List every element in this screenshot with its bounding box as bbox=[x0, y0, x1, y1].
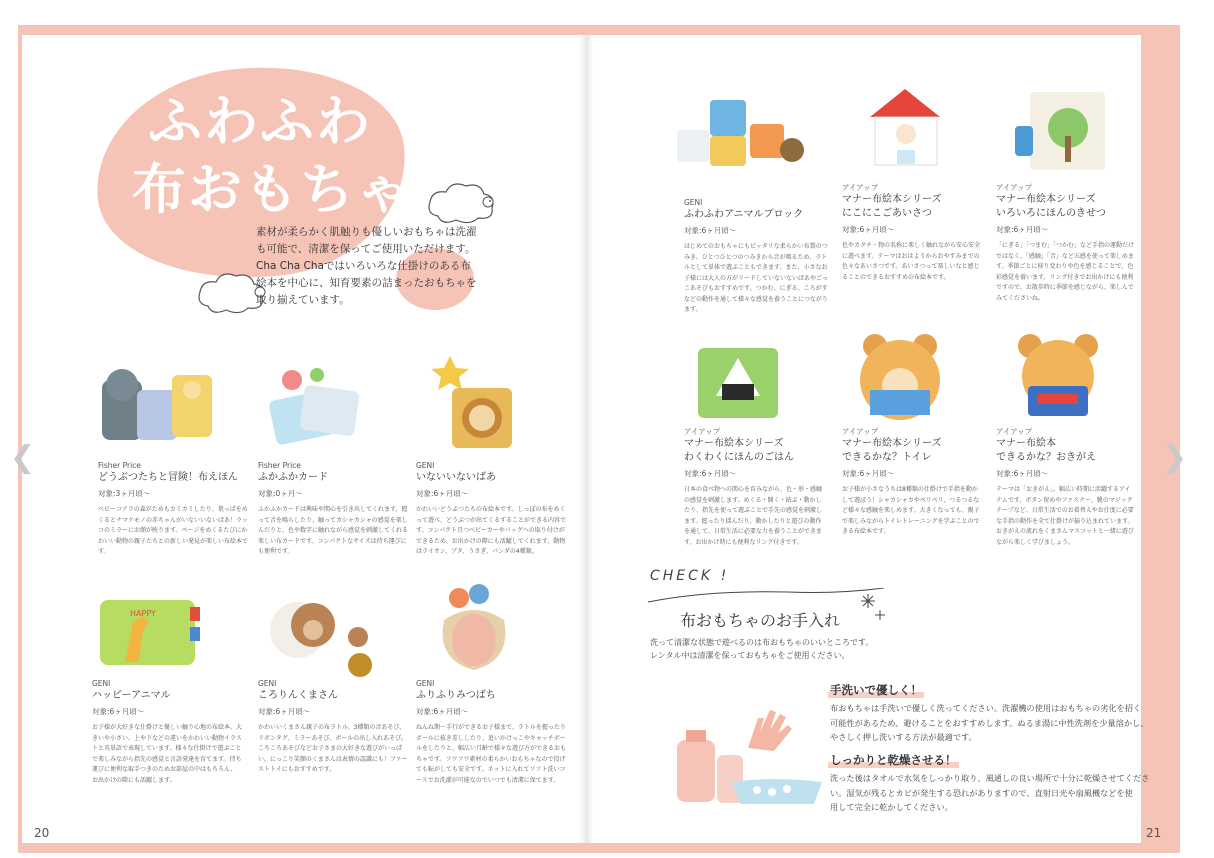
product-name: ハッピーアニマル bbox=[92, 690, 171, 701]
care-title: 布おもちゃのお手入れ bbox=[680, 611, 841, 630]
product-image-bear-rattle bbox=[258, 590, 378, 680]
product-target: 対象:6ヶ月頃～ bbox=[416, 489, 469, 498]
page-number-left: 20 bbox=[34, 826, 50, 840]
product-name: わくわくにほんのごはん bbox=[684, 452, 794, 463]
handwash-line: 布おもちゃは手洗いで優しく洗ってください。洗濯機の使用はおもちゃの劣化を招く bbox=[830, 703, 1142, 713]
dry-line: 用して完全に乾かしてください。 bbox=[830, 802, 953, 812]
intro-text bbox=[256, 224, 506, 309]
product-name: マナー布絵本シリーズ bbox=[996, 194, 1096, 205]
product-name: いないいないばあ bbox=[416, 472, 496, 483]
gutter-shadow-right bbox=[586, 35, 598, 843]
product-image-peekaboo bbox=[420, 348, 520, 458]
product-description: ベビーコアラの森がためもカミカミしたり、葉っぱをめくるとナマケモノの赤ちゃんがいないいないばあ！ラッコのミラーにお顔が映ります。ページをめくるたびにかわいい動物の親子たちとの新しい発見が楽しい布絵本です。 bbox=[98, 506, 249, 555]
product-target: 対象:6ヶ月頃～ bbox=[684, 469, 737, 478]
product-name: ふりふりみつばち bbox=[416, 690, 496, 701]
intro-line: 取り揃えています。 bbox=[256, 294, 350, 306]
product-name: できるかな？トイレ bbox=[842, 452, 932, 463]
product-card bbox=[996, 182, 1136, 304]
product-brand: GENI bbox=[684, 198, 703, 207]
gutter-shadow-left bbox=[574, 35, 586, 843]
product-image-happy-animal bbox=[90, 592, 210, 672]
product-image-dressing-book bbox=[1008, 330, 1108, 425]
book-cover-text: HAPPY bbox=[130, 609, 156, 618]
product-target: 対象:6ヶ月頃～ bbox=[416, 707, 469, 716]
product-name: にこにこごあいさつ bbox=[842, 208, 932, 219]
intro-line: 素材が柔らかく肌触りも優しいおもちゃは洗濯 bbox=[256, 226, 477, 238]
product-card bbox=[416, 678, 566, 786]
product-card bbox=[842, 426, 982, 538]
product-target: 対象:6ヶ月頃～ bbox=[684, 226, 737, 235]
dry-title: しっかりと乾燥させる！ bbox=[830, 753, 957, 767]
product-description: お子様が小さなうちは8種類の仕掛けで手指を動かして遊ぼう！シャカシャカやペリペリ、つるつるなど様々な感触を楽しめます。大きくなっても、親子で楽しみながらトイレトレーニングを学ぶことのできる布絵本です。 bbox=[842, 486, 980, 535]
product-image-house-book bbox=[855, 82, 955, 172]
product-description: 「にぎる」「つまむ」「つかむ」など手指の運動だけではなく、「感触」「音」など五感を使って楽しめます。季節ごとに移り変わりや色を感じることで、色彩感覚を養います。リング付きでお出かけにも便利ですので、お散歩時に季節を感じながら、楽しんでみてくださいね。 bbox=[996, 242, 1135, 302]
product-description: はじめてのおもちゃにもピッタリな柔らかい布製のつみき。ひとつひとつのつみきから音が鳴るため、ラトルとして単体で遊ぶこともできます。また、小さなお子様には大人の方がリードしていないないばあやごっこあそびもおすすめです。つかむ、にぎる、ころがすなどの動作を通して様々な感覚を養うことにつながります。 bbox=[684, 243, 828, 313]
product-brand: GENI bbox=[416, 679, 435, 688]
product-card bbox=[842, 182, 982, 283]
product-target: 対象:6ヶ月頃～ bbox=[92, 707, 145, 716]
dry-line: い。湿気が残るとカビが発生する恐れがありますので、直射日光や扇風機などを使 bbox=[830, 787, 1133, 798]
product-brand: アイアップ bbox=[996, 183, 1033, 192]
product-brand: GENI bbox=[92, 679, 111, 688]
check-text: CHECK bbox=[650, 568, 714, 584]
product-name: マナー布絵本シリーズ bbox=[842, 194, 942, 205]
care-intro-line: 洗って清潔な状態で遊べるのは布おもちゃのいいところです。 bbox=[650, 638, 874, 647]
sparkle-icon bbox=[858, 592, 888, 622]
handwash-line: 可能性があるため、避けることをおすすめします。ぬるま湯に中性洗剤を少量溶かし、 bbox=[830, 717, 1149, 728]
intro-line: も可能で、清潔を保ってご使用いただけます。 bbox=[256, 243, 476, 255]
product-description: お子様が大好きな仕掛けと優しい触り心地の布絵本。大きいや小さい、上や下などの違いをかわいい動物イラストと英単語で表現しています。様々な仕掛けで遊ぶことで楽しみながら指先の感覚と言語発達を育てます。持ち運びに便利な取手つきのためお部屋の中はもちろん、お出かけの際にも活躍します。 bbox=[92, 724, 243, 784]
product-name: できるかな？おきがえ bbox=[996, 452, 1096, 463]
check-mark: ! bbox=[720, 568, 730, 584]
product-card bbox=[996, 426, 1136, 548]
product-card bbox=[92, 678, 242, 786]
hand-icon bbox=[740, 700, 800, 760]
underline-swash-icon bbox=[646, 588, 886, 608]
intro-line: Cha Cha Chaではいろいろな仕掛けのある布 bbox=[256, 260, 471, 272]
product-target: 対象:3ヶ月頃～ bbox=[98, 489, 151, 498]
product-card bbox=[416, 460, 566, 558]
product-name: いろいろにほんのきせつ bbox=[996, 208, 1106, 219]
next-page-button[interactable]: ❯ bbox=[1162, 440, 1188, 475]
product-description: テーマは「おきがえ」。幅広い時期に活躍するアイテムです。ボタン留めやファスナー、靴のマジックテープなど、日常生活でのお着替えやお仕度に必要な手指の動作を全て仕掛けが揃り込まれています。おきがえの流れをくまさんマスコットと一緒に遊びながら楽しく学びましょう。 bbox=[996, 486, 1134, 546]
product-image-cards bbox=[262, 360, 372, 455]
product-target: 対象:6ヶ月頃～ bbox=[842, 469, 895, 478]
product-name: どうぶつたちと冒険！布えほん bbox=[98, 472, 238, 483]
title-line2: 布おもちゃ bbox=[132, 158, 412, 221]
product-card bbox=[98, 460, 248, 558]
product-brand: GENI bbox=[416, 461, 435, 470]
product-brand: アイアップ bbox=[996, 427, 1033, 436]
product-description: かわいいどうぶつたちの布絵本です。しっぽの布をめくって遊べ、どうぶつが出てくるすることができる内容です。コンパクト且つベビーカーやバッグへの取り付けができるため、お出かけの際にも活躍してくれます。動物はライオン、ブタ、うさぎ、パンダの4種類。 bbox=[416, 506, 567, 555]
product-description: かわいいくまさん親子の布ラトル。3種類の音あそび、リボンタグ、ミラーあそび、ボールの出し入れあそび。ころころあそびなどお子さまの大好きな遊びがいっぱい。にっこり笑顔のくまさんは表情の認識にも！ファーストトイにもおすすめです。 bbox=[258, 724, 408, 773]
product-description: 色やカタチ・物の名称に楽しく触れながら安心安全に遊べます。テーマはおはようからおやすみまでの色々なあいさつです。あいさつって楽しいなと感じることのできるおすすめの布絵本です。 bbox=[842, 242, 981, 281]
product-description: ねんね期〜手行ができるお子様まで、ラトルを握ったりボールに抜き差ししたり、追いかけっこやキャッチボールをしたりと、幅広い月齢で様々な遊び方ができるおもちゃです。フワフワ素材の柔らかいおもちゃなので投げても転がしても安全です。ネットに入れてソフト洗いコースでお洗濯が可能なのでいつでも清潔に保てます。 bbox=[416, 724, 567, 784]
product-card bbox=[258, 460, 408, 558]
product-card bbox=[684, 426, 824, 548]
intro-line: 絵本を中心に、知育要素の詰まったおもちゃを bbox=[256, 277, 477, 289]
product-name: マナー布絵本 bbox=[996, 438, 1056, 449]
product-name: ふわふわアニマルブロック bbox=[684, 209, 804, 220]
product-name: ころりんくまさん bbox=[258, 690, 338, 701]
product-brand: アイアップ bbox=[684, 427, 721, 436]
product-brand: アイアップ bbox=[842, 427, 879, 436]
product-brand: Fisher Price bbox=[98, 461, 141, 470]
dry-body bbox=[830, 771, 1160, 815]
prev-page-button[interactable]: ❮ bbox=[10, 440, 36, 475]
handwash-body bbox=[830, 701, 1160, 745]
product-brand: アイアップ bbox=[842, 183, 879, 192]
product-brand: GENI bbox=[258, 679, 277, 688]
product-description: 日本の食べ物への関心を育みながら、色・形・感触の感覚を刺激します。めくる・開く・結ぶ・動かしたり、指先を使って遊ぶことで手先の感覚を刺激します。握ったり揺んだり、動かしたりと遊びの動作を通して、日常生活に必要な力を養うことができます。お出かけ時にも便利なリング付きです。 bbox=[684, 486, 823, 546]
product-image-storybook bbox=[92, 360, 222, 455]
product-name: ふかふかカード bbox=[258, 472, 328, 483]
product-name: マナー布絵本シリーズ bbox=[684, 438, 784, 449]
product-image-bee bbox=[424, 580, 524, 675]
care-intro-line: レンタル中は清潔を保っておもちゃをご使用ください。 bbox=[650, 651, 850, 660]
care-intro bbox=[650, 636, 990, 662]
product-image-animal-block bbox=[672, 92, 812, 182]
dry-line: 洗った後はタオルで水気をしっかり取り、風通しの良い場所で十分に乾燥させてくださ bbox=[830, 773, 1150, 783]
product-target: 対象:6ヶ月頃～ bbox=[842, 225, 895, 234]
product-target: 対象:6ヶ月頃～ bbox=[258, 707, 311, 716]
page-number-right: 21 bbox=[1146, 826, 1162, 840]
product-description: ふかふかカードは興味や関心を引き出してくれます。握って音を鳴らしたり、触ってカシャカシャの感覚を楽しんだりと、色や数字に触れながら感覚を刺激してくれる楽しい布カードです。コンパクトなサイズは持ち運びにも便利です。 bbox=[258, 506, 409, 555]
product-card bbox=[684, 197, 829, 316]
handwash-title: 手洗いで優しく！ bbox=[830, 683, 922, 697]
check-label bbox=[650, 568, 729, 584]
product-card bbox=[258, 678, 408, 776]
product-image-toilet-book bbox=[855, 330, 945, 425]
handwash-line: やさしく押し洗いする方法が最適です。 bbox=[830, 732, 977, 742]
product-image-rice-book bbox=[690, 336, 800, 426]
title-line1: ふわふわ bbox=[148, 90, 372, 153]
product-image-season-book bbox=[1010, 86, 1120, 176]
product-name: マナー布絵本シリーズ bbox=[842, 438, 942, 449]
product-target: 対象:0ヶ月～ bbox=[258, 489, 303, 498]
product-target: 対象:6ヶ月頃～ bbox=[996, 225, 1049, 234]
product-target: 対象:6ヶ月頃～ bbox=[996, 469, 1049, 478]
product-brand: Fisher Price bbox=[258, 461, 301, 470]
